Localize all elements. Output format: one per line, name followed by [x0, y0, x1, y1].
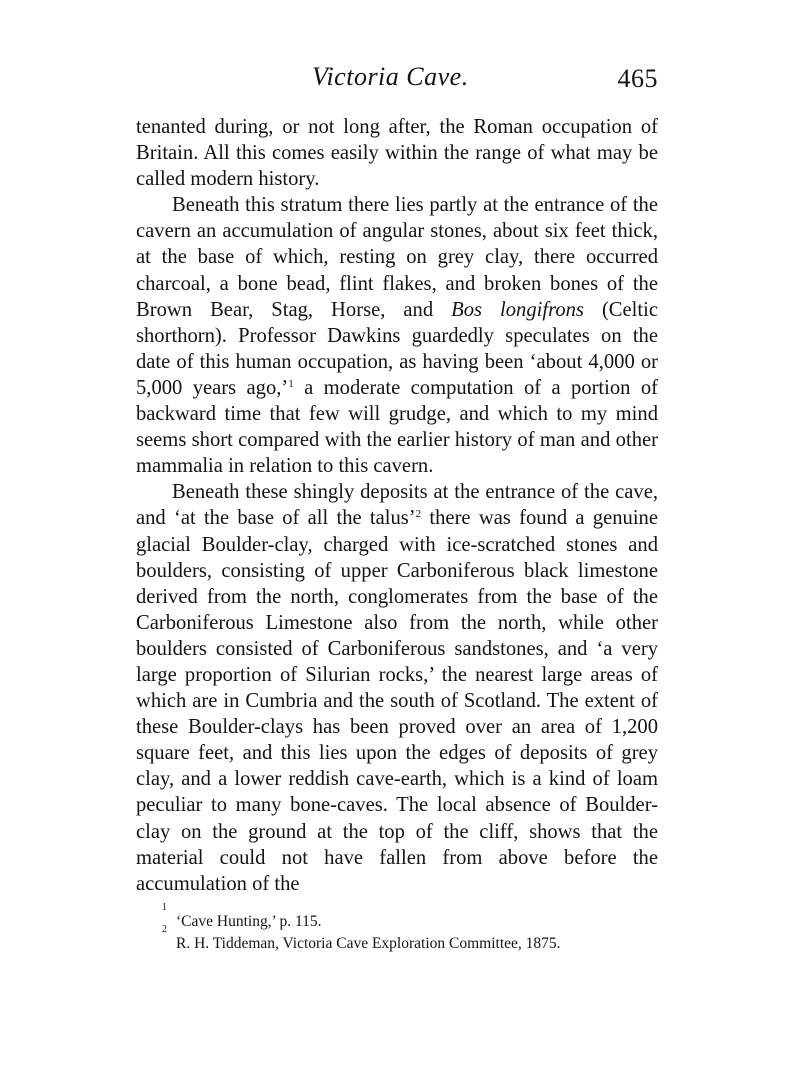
italic-species-name: Bos longifrons	[451, 298, 584, 321]
text-segment: (Celtic shorthorn). Professor Dawkins guardedly speculates on the date of this human occupation, as having been ‘about 4,000 or 5,000 years ago,’	[136, 298, 658, 399]
footnote-ref: 2	[415, 508, 422, 521]
text-segment: tenanted during, or not long after, the Roman occupation of Britain. All this comes easily within the range of what may be called modern history.	[136, 116, 658, 191]
footnote-text: ‘Cave Hunting,’ p. 115.	[176, 912, 322, 930]
footnote-ref: 1	[288, 377, 294, 390]
text-segment: Beneath this stratum there lies partly at the entrance of the cavern an accumulation of angular stones, about six feet thick, at the base of which, resting on grey clay, there occurred charcoal, a bone bead, flint flakes, and broken bones of the Brown Bear, Stag, Horse, and	[136, 194, 658, 321]
text-segment: a moderate computation of a portion of backward time that few will grudge, and which to my mind seems short compared with the earlier history of man and other mammalia in relation to this cavern.	[136, 376, 658, 478]
book-page	[136, 62, 658, 955]
running-title: Victoria Cave.	[312, 62, 469, 91]
page-header	[136, 62, 658, 102]
footnote: 2 R. H. Tiddeman, Victoria Cave Exploration Committee, 1875.	[162, 923, 561, 952]
footnotes	[136, 901, 658, 955]
body-text	[136, 114, 658, 897]
paragraph	[136, 479, 658, 897]
footnote-text: R. H. Tiddeman, Victoria Cave Exploration Committee, 1875.	[176, 934, 561, 952]
text-segment: Beneath these shingly deposits at the entrance of the cave, and ‘at the base of all the talus’	[136, 481, 658, 530]
text-segment: there was found a genuine glacial Boulder-clay, charged with ice-scratched stones and boulders, consisting of upper Carboniferous black limestone derived from the north, conglomerates from the base of the Carboniferous Limestone also from the north, while other boulders consisted of Carboniferous sandstones, and ‘a very large proportion of Silurian rocks,’ the nearest large areas of which are in Cumbria and the south of Scotland. The extent of these Boulder-clays has been proved over an area of 1,200 square feet, and this lies upon the edges of deposits of grey clay, and a lower reddish cave-earth, which is a kind of loam peculiar to many bone-caves. The local absence of Boulder-clay on the ground at the top of the cliff, shows that the material could not have fallen from above before the accumulation of the	[136, 507, 658, 895]
footnote: 1 ‘Cave Hunting,’ p. 115.	[162, 901, 322, 930]
page-number: 465	[617, 64, 658, 93]
paragraph	[136, 192, 658, 479]
paragraph	[136, 114, 658, 192]
